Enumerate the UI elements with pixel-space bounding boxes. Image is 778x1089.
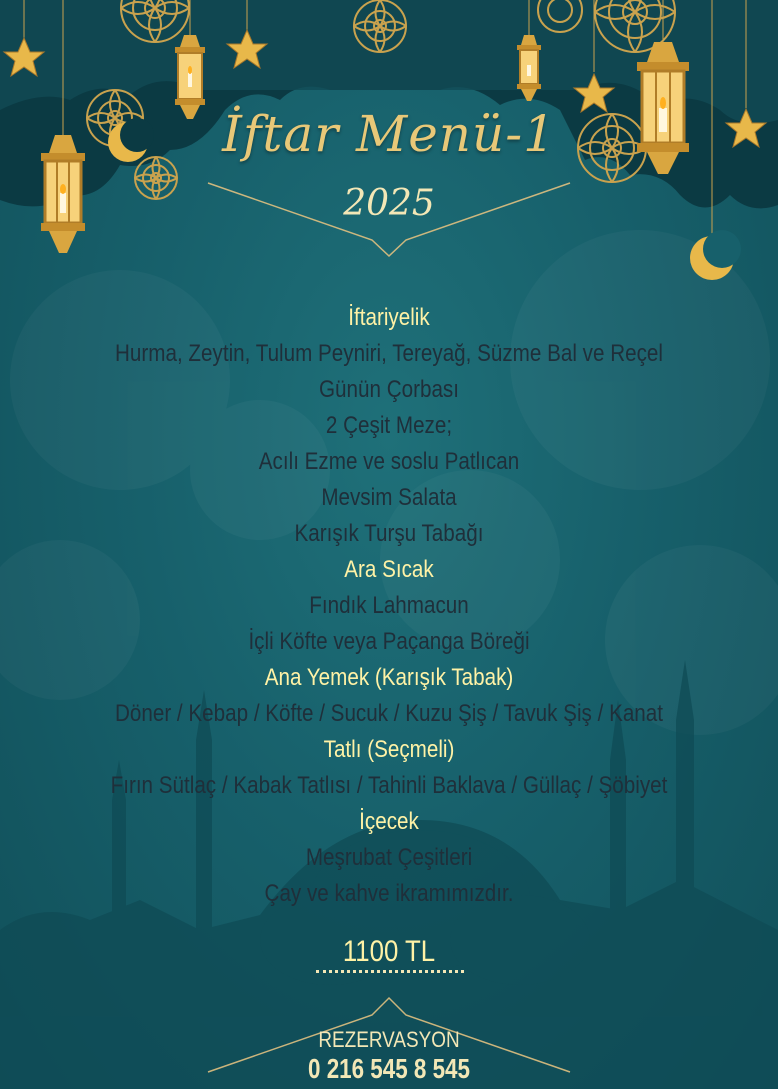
reservation-label: REZERVASYON bbox=[318, 1027, 460, 1052]
menu-item: Meşrubat Çeşitleri bbox=[305, 844, 473, 871]
menu-item: 2 Çeşit Meze; bbox=[325, 412, 453, 439]
menu-item: İçli Köfte veya Paçanga Böreği bbox=[248, 628, 530, 655]
menu-item: Fırın Sütlaç / Kabak Tatlısı / Tahinli Baklava / Güllaç / Şöbiyet bbox=[110, 772, 668, 799]
menu-section-heading: Tatlı (Seçmeli) bbox=[323, 736, 455, 763]
menu-item: Mevsim Salata bbox=[321, 484, 457, 511]
menu-section-heading: İçecek bbox=[359, 808, 419, 835]
menu-item: Karışık Turşu Tabağı bbox=[294, 520, 484, 547]
menu-item: Çay ve kahve ikramımızdır. bbox=[264, 880, 514, 907]
price-label: 1100 TL bbox=[342, 935, 436, 968]
menu-item: Fındık Lahmacun bbox=[309, 592, 469, 619]
menu-title: İftar Menü-1 bbox=[222, 105, 556, 163]
menu-item: Döner / Kebap / Köfte / Sucuk / Kuzu Şiş / Tavuk Şiş / Kanat bbox=[114, 700, 664, 727]
menu-section-heading: Ara Sıcak bbox=[344, 556, 434, 583]
menu-item: Günün Çorbası bbox=[319, 376, 459, 403]
menu-list bbox=[0, 300, 778, 912]
reservation-phone: 0 216 545 8 545 bbox=[308, 1053, 470, 1084]
menu-item: Acılı Ezme ve soslu Patlıcan bbox=[258, 448, 520, 475]
menu-item: Hurma, Zeytin, Tulum Peyniri, Tereyağ, Süzme Bal ve Reçel bbox=[115, 340, 663, 367]
menu-section-heading: Ana Yemek (Karışık Tabak) bbox=[264, 664, 514, 691]
menu-section-heading: İftariyelik bbox=[348, 304, 430, 331]
price-divider bbox=[316, 970, 464, 973]
menu-year: 2025 bbox=[343, 183, 435, 224]
